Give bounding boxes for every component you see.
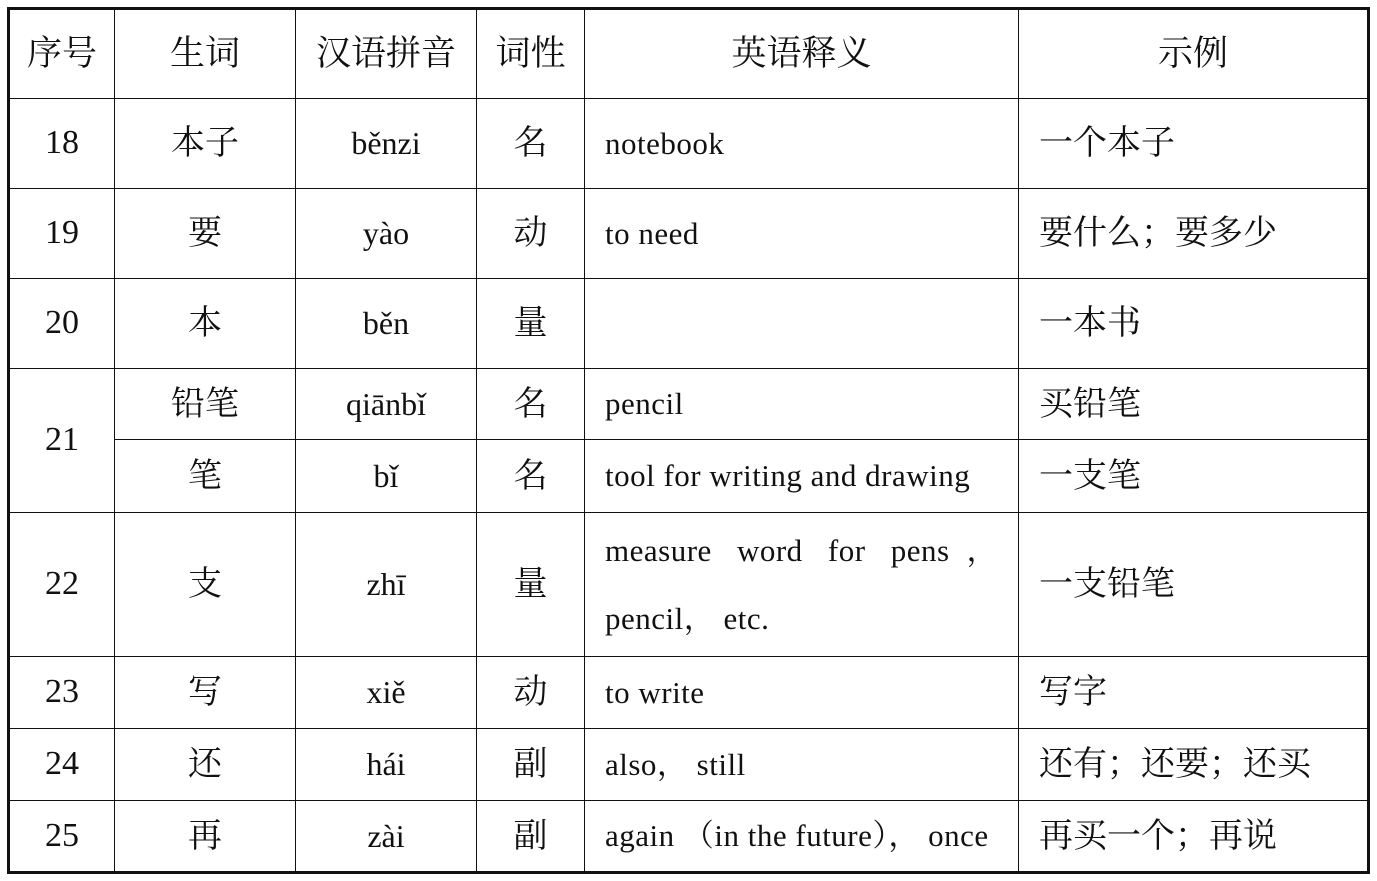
row-english: also， still — [585, 729, 1019, 801]
header-example: 示例 — [1019, 9, 1369, 99]
row-index: 21 — [9, 369, 115, 513]
row-english: again （in the future）， once — [585, 801, 1019, 873]
row-part-of-speech: 名 — [477, 369, 585, 440]
row-word: 写 — [115, 657, 296, 729]
row-example: 一本书 — [1019, 279, 1369, 369]
row-word: 铅笔 — [115, 369, 296, 440]
row-word: 再 — [115, 801, 296, 873]
row-word: 支 — [115, 513, 296, 657]
row-part-of-speech: 名 — [477, 440, 585, 513]
table-row — [9, 440, 1369, 513]
row-english: measure word for pens， pencil， etc. — [585, 513, 1019, 657]
row-part-of-speech: 量 — [477, 513, 585, 657]
header-part-of-speech: 词性 — [477, 9, 585, 99]
table-row — [9, 801, 1369, 873]
row-part-of-speech: 副 — [477, 729, 585, 801]
row-pinyin: běn — [296, 279, 477, 369]
row-index: 18 — [9, 99, 115, 189]
row-part-of-speech: 动 — [477, 657, 585, 729]
table-row — [9, 513, 1369, 657]
row-part-of-speech: 量 — [477, 279, 585, 369]
table-row — [9, 99, 1369, 189]
row-example: 一个本子 — [1019, 99, 1369, 189]
row-part-of-speech: 副 — [477, 801, 585, 873]
row-example: 一支铅笔 — [1019, 513, 1369, 657]
row-index: 25 — [9, 801, 115, 873]
row-example: 要什么；要多少 — [1019, 189, 1369, 279]
row-word: 还 — [115, 729, 296, 801]
row-pinyin: hái — [296, 729, 477, 801]
row-example: 再买一个；再说 — [1019, 801, 1369, 873]
table-row — [9, 657, 1369, 729]
vocabulary-table — [7, 7, 1370, 874]
row-example: 还有；还要；还买 — [1019, 729, 1369, 801]
row-example: 一支笔 — [1019, 440, 1369, 513]
row-english: pencil — [585, 369, 1019, 440]
row-example: 写字 — [1019, 657, 1369, 729]
row-word: 本子 — [115, 99, 296, 189]
row-index: 20 — [9, 279, 115, 369]
row-english — [585, 279, 1019, 369]
table-row — [9, 189, 1369, 279]
header-row — [9, 9, 1369, 99]
table-row — [9, 369, 1369, 440]
row-pinyin: yào — [296, 189, 477, 279]
table-row — [9, 729, 1369, 801]
row-pinyin: zài — [296, 801, 477, 873]
row-word: 本 — [115, 279, 296, 369]
row-pinyin: běnzi — [296, 99, 477, 189]
row-part-of-speech: 名 — [477, 99, 585, 189]
row-part-of-speech: 动 — [477, 189, 585, 279]
row-example: 买铅笔 — [1019, 369, 1369, 440]
row-pinyin: qiānbǐ — [296, 369, 477, 440]
header-index: 序号 — [9, 9, 115, 99]
row-english: to write — [585, 657, 1019, 729]
row-english: tool for writing and drawing — [585, 440, 1019, 513]
header-english: 英语释义 — [585, 9, 1019, 99]
header-word: 生词 — [115, 9, 296, 99]
row-pinyin: xiě — [296, 657, 477, 729]
row-english: to need — [585, 189, 1019, 279]
table-row — [9, 279, 1369, 369]
row-index: 24 — [9, 729, 115, 801]
header-pinyin: 汉语拼音 — [296, 9, 477, 99]
row-word: 笔 — [115, 440, 296, 513]
row-pinyin: bǐ — [296, 440, 477, 513]
row-word: 要 — [115, 189, 296, 279]
row-index: 23 — [9, 657, 115, 729]
row-pinyin: zhī — [296, 513, 477, 657]
row-index: 22 — [9, 513, 115, 657]
row-english: notebook — [585, 99, 1019, 189]
row-index: 19 — [9, 189, 115, 279]
